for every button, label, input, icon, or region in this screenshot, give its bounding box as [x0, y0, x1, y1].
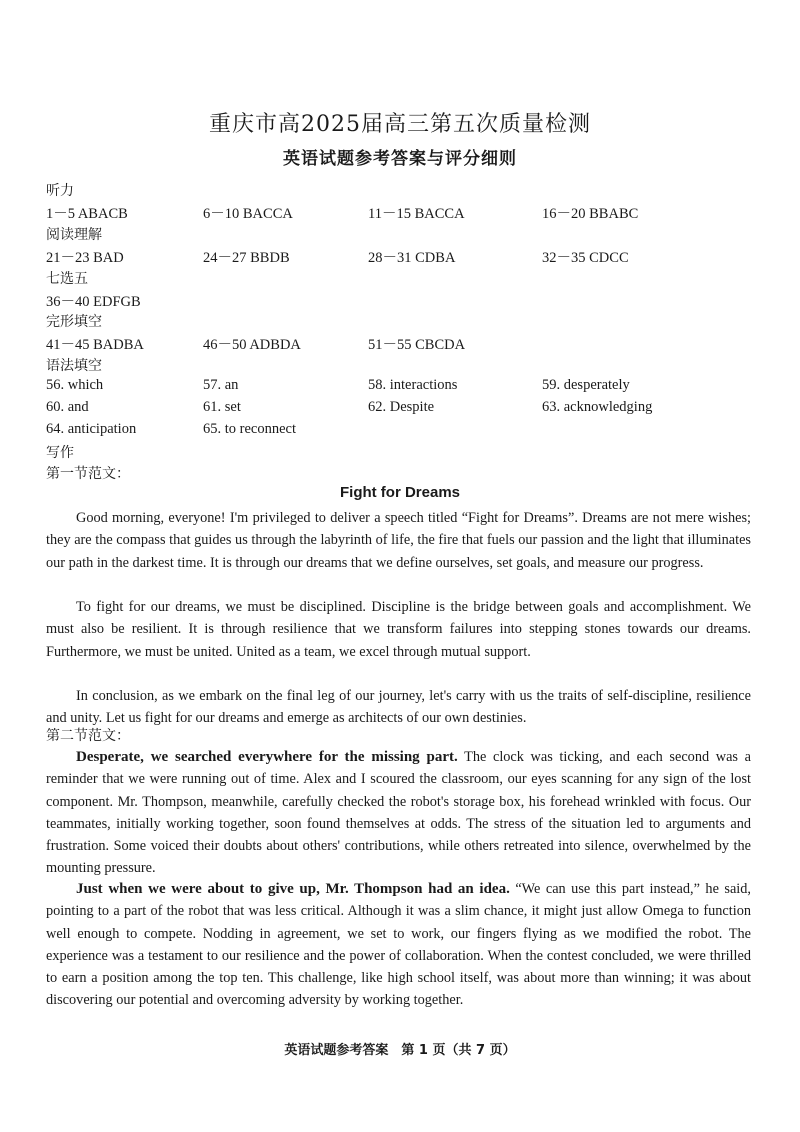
page-footer: 英语试题参考答案 第 1 页（共 7 页）	[284, 1043, 516, 1058]
answer-item: 61. set	[203, 399, 241, 415]
answer-row-listening	[0, 202, 800, 222]
answer-item: 63. acknowledging	[542, 399, 653, 415]
answer-row-grammar-2	[0, 399, 800, 419]
answer-group: 6－10 BACCA	[203, 206, 293, 222]
answer-item: 58. interactions	[368, 377, 458, 393]
answer-item: 65. to reconnect	[203, 421, 297, 437]
section-reading: 阅读理解	[46, 227, 102, 243]
answer-row-grammar-3	[0, 421, 800, 441]
document-subtitle: 英语试题参考答案与评分细则	[283, 149, 517, 169]
section-part-two: 第二节范文：	[46, 728, 130, 744]
section-part-one: 第一节范文：	[46, 466, 130, 482]
document-title: 重庆市高2025届高三第五次质量检测	[209, 112, 591, 137]
section-cloze: 完形填空	[46, 314, 102, 330]
answer-group: 1－5 ABACB	[46, 206, 128, 222]
answer-item: 62. Despite	[368, 399, 435, 415]
essay1-paragraph-2: To fight for our dreams, we must be disciplined. Discipline is the bridge between goals and accomplishment. We must also be resilient. It is through resilience that we transform failures into stepping stones towards our dreams. Furthermore, we must be united. United as a team, we excel through mutual support.	[46, 599, 751, 660]
essay2-paragraph-2	[46, 878, 751, 1012]
essay2-lead-sentence-1: Desperate, we searched everywhere for the missing part.	[76, 749, 458, 765]
answer-group: 21－23 BAD	[46, 250, 124, 266]
answer-row-grammar-1	[0, 377, 800, 397]
answer-group: 32－35 CDCC	[542, 250, 629, 266]
answer-row-seven	[0, 290, 800, 310]
answer-group: 36－40 EDFGB	[46, 294, 141, 310]
section-seven-choose-five: 七选五	[46, 271, 88, 287]
essay2-paragraph-1	[46, 746, 751, 880]
answer-row-reading	[0, 246, 800, 266]
answer-group: 41－45 BADBA	[46, 337, 144, 353]
answer-item: 56. which	[46, 377, 104, 393]
answer-item: 64. anticipation	[46, 421, 137, 437]
answer-group: 16－20 BBABC	[542, 206, 639, 222]
essay2-body-2: “We can use this part instead,” he said, pointing to a part of the robot that was less critical. Although it was a slim chance, it might just allow Omega to function well enough to compete. Nodding in agreement, we set to work, our fingers flying as we modified the robot. The experience was a testament to our resilience and the power of collaboration. When the contest concluded, we were thrilled to earn a position among the top ten. This challenge, like high school itself, was about more than winning; it was about discovering our potential and overcoming adversity by working together.	[46, 881, 751, 1009]
essay2-body-1: The clock was ticking, and each second was a reminder that we were running out of time. Alex and I scoured the classroom, our eyes scanning for any sign of the lost component. Mr. Thompson, meanwhile, carefully checked the robot's storage box, his forehead wrinkled with focus. Our teammates, initially working together, soon found themselves at odds. The stress of the situation led to arguments and frustration. Some voiced their doubts about others' contributions, while others retreated into silence, overwhelmed by the mounting pressure.	[46, 749, 751, 877]
answer-group: 11－15 BACCA	[368, 206, 465, 222]
answer-group: 24－27 BBDB	[203, 250, 290, 266]
answer-group: 46－50 ADBDA	[203, 337, 301, 353]
answer-group: 28－31 CDBA	[368, 250, 456, 266]
section-writing: 写作	[46, 445, 74, 461]
answer-item: 59. desperately	[542, 377, 630, 393]
section-grammar: 语法填空	[46, 358, 102, 374]
answer-group: 51－55 CBCDA	[368, 337, 466, 353]
section-listening: 听力	[46, 183, 74, 199]
essay2-lead-sentence-2: Just when we were about to give up, Mr. Thompson had an idea.	[76, 881, 510, 897]
essay1-paragraph-1: Good morning, everyone! I'm privileged to deliver a speech titled “Fight for Dreams”. Dreams are not mere wishes; they are the compass that guides us through the labyrinth of life, the fire that fuels our passion and the light that illuminates our path in the darkest time. It is through our dreams that we define ourselves, set goals, and measure our progress.	[46, 510, 751, 571]
answer-item: 57. an	[203, 377, 239, 393]
essay-title: Fight for Dreams	[339, 484, 460, 501]
answer-row-cloze	[0, 333, 800, 353]
essay1-paragraph-3: In conclusion, as we embark on the final leg of our journey, let's carry with us the traits of self-discipline, resilience and unity. Let us fight for our dreams and emerge as architects of our own destinies.	[46, 688, 751, 727]
answer-item: 60. and	[46, 399, 89, 415]
